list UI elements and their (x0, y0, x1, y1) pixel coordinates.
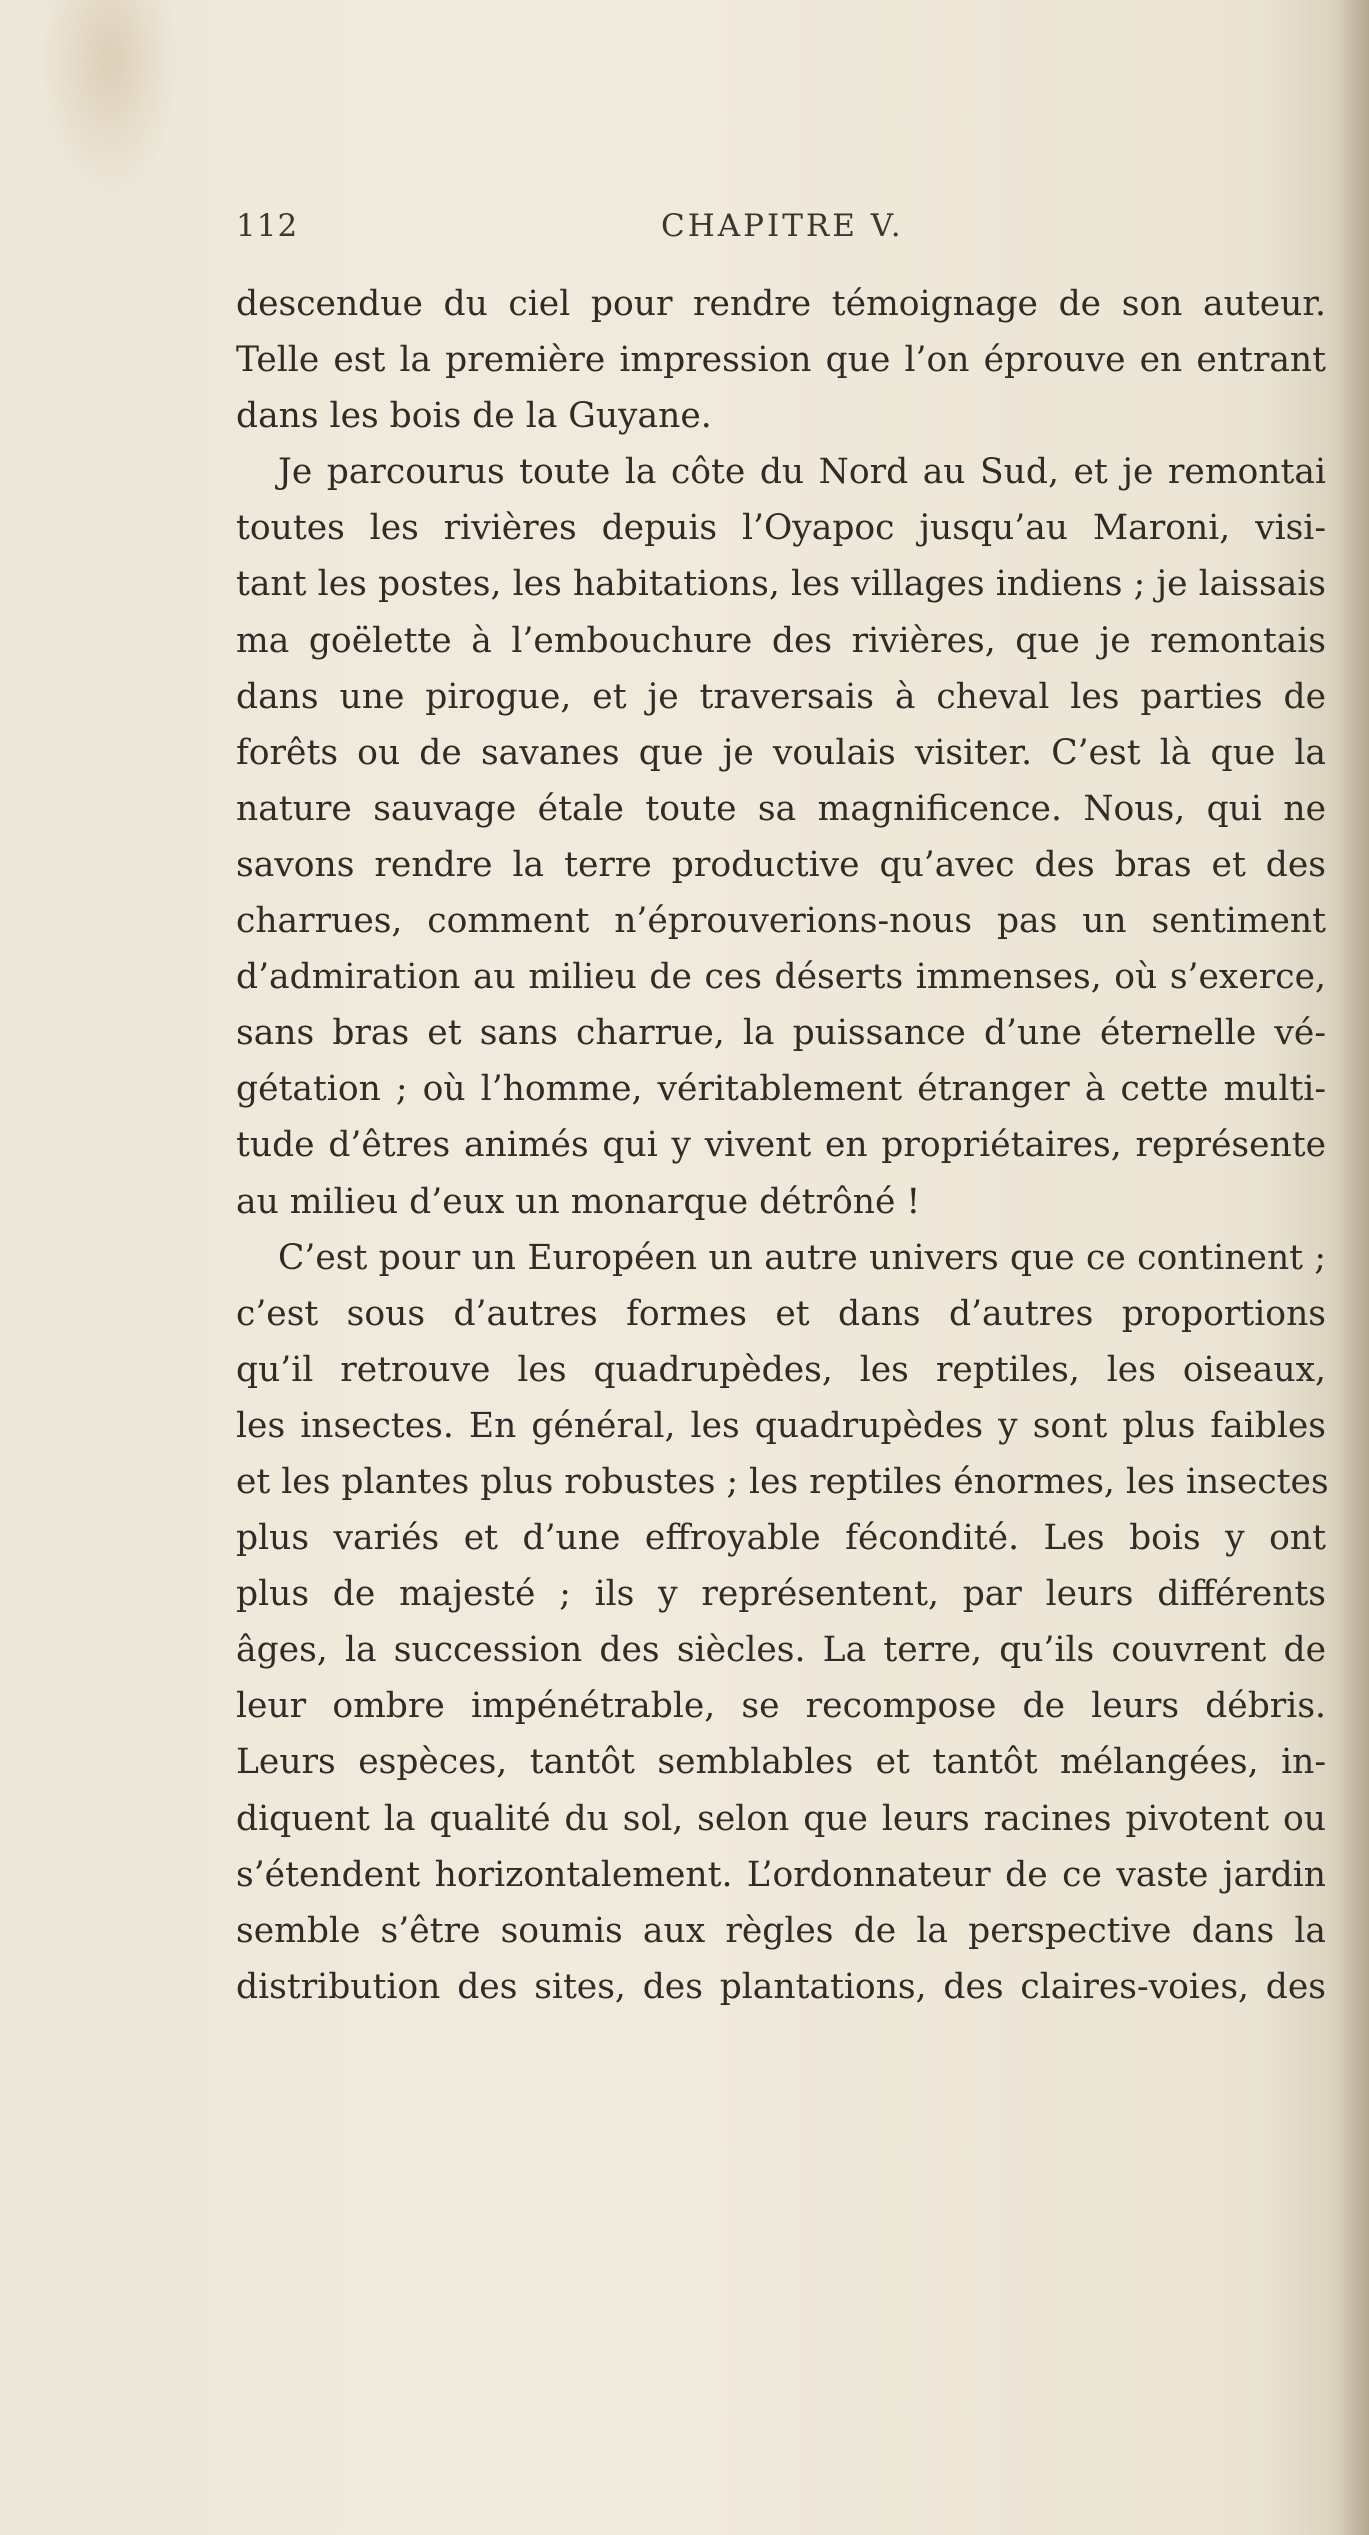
text-line: les insectes. En général, les quadrupèdes y sont plus faibles (236, 1405, 1326, 1446)
body-text (236, 276, 1329, 2015)
text-line: C’est pour un Européen un autre univers que ce continent ; (278, 1237, 1326, 1278)
text-line: d’admiration au milieu de ces déserts immenses, où s’exerce, (236, 957, 1326, 998)
text-line: plus variés et d’une effroyable fécondité. Les bois y ont (236, 1518, 1326, 1559)
paragraph (236, 1230, 1329, 2015)
text-line: plus de majesté ; ils y représentent, par leurs différents (236, 1574, 1326, 1615)
text-line: Leurs espèces, tantôt semblables et tantôt mélangées, in- (236, 1742, 1326, 1783)
text-line: au milieu d’eux un monarque détrôné ! (236, 1181, 921, 1222)
text-line: nature sauvage étale toute sa magnificence. Nous, qui ne (236, 788, 1326, 829)
text-line: forêts ou de savanes que je voulais visiter. C’est là que la (236, 732, 1326, 773)
text-line: c’est sous d’autres formes et dans d’autres proportions (236, 1293, 1326, 1334)
text-line: descendue du ciel pour rendre témoignage de son auteur. (236, 284, 1326, 324)
text-line: âges, la succession des siècles. La terre, qu’ils couvrent de (236, 1630, 1326, 1671)
paragraph (236, 276, 1326, 444)
paragraph (236, 444, 1326, 1229)
text-line: tude d’êtres animés qui y vivent en propriétaires, représente (236, 1125, 1326, 1166)
text-line: toutes les rivières depuis l’Oyapoc jusqu’au Maroni, visi- (236, 508, 1326, 549)
text-line: dans les bois de la Guyane. (236, 396, 712, 437)
page-edge-shadow (1339, 0, 1369, 2535)
text-line: Telle est la première impression que l’on éprouve en entrant (236, 340, 1326, 381)
page-header (236, 208, 1326, 258)
text-line: savons rendre la terre productive qu’avec des bras et des (236, 844, 1326, 885)
text-line: ma goëlette à l’embouchure des rivières, que je remontais (236, 620, 1326, 661)
text-line: s’étendent horizontalement. L’ordonnateur de ce vaste jardin (236, 1854, 1326, 1895)
text-line: semble s’être soumis aux règles de la perspective dans la (236, 1910, 1326, 1951)
text-line: gétation ; où l’homme, véritablement étranger à cette multi- (236, 1069, 1326, 1110)
text-line: et les plantes plus robustes ; les reptiles énormes, les insectes (236, 1461, 1329, 1502)
text-line: Je parcourus toute la côte du Nord au Sud, et je remontai (278, 452, 1326, 493)
text-line: dans une pirogue, et je traversais à cheval les parties de (236, 676, 1326, 717)
text-line: tant les postes, les habitations, les villages indiens ; je laissais (236, 564, 1326, 605)
text-line: charrues, comment n’éprouverions-nous pas un sentiment (236, 901, 1326, 942)
text-line: sans bras et sans charrue, la puissance d’une éternelle vé- (236, 1013, 1326, 1054)
page-number: 112 (236, 208, 299, 244)
text-line: diquent la qualité du sol, selon que leurs racines pivotent ou (236, 1798, 1326, 1839)
text-line: distribution des sites, des plantations, des claires-voies, des (236, 1966, 1326, 2007)
text-line: qu’il retrouve les quadrupèdes, les reptiles, les oiseaux, (236, 1349, 1326, 1390)
running-title: CHAPITRE V. (661, 208, 904, 244)
text-line: leur ombre impénétrable, se recompose de leurs débris. (236, 1686, 1326, 1727)
